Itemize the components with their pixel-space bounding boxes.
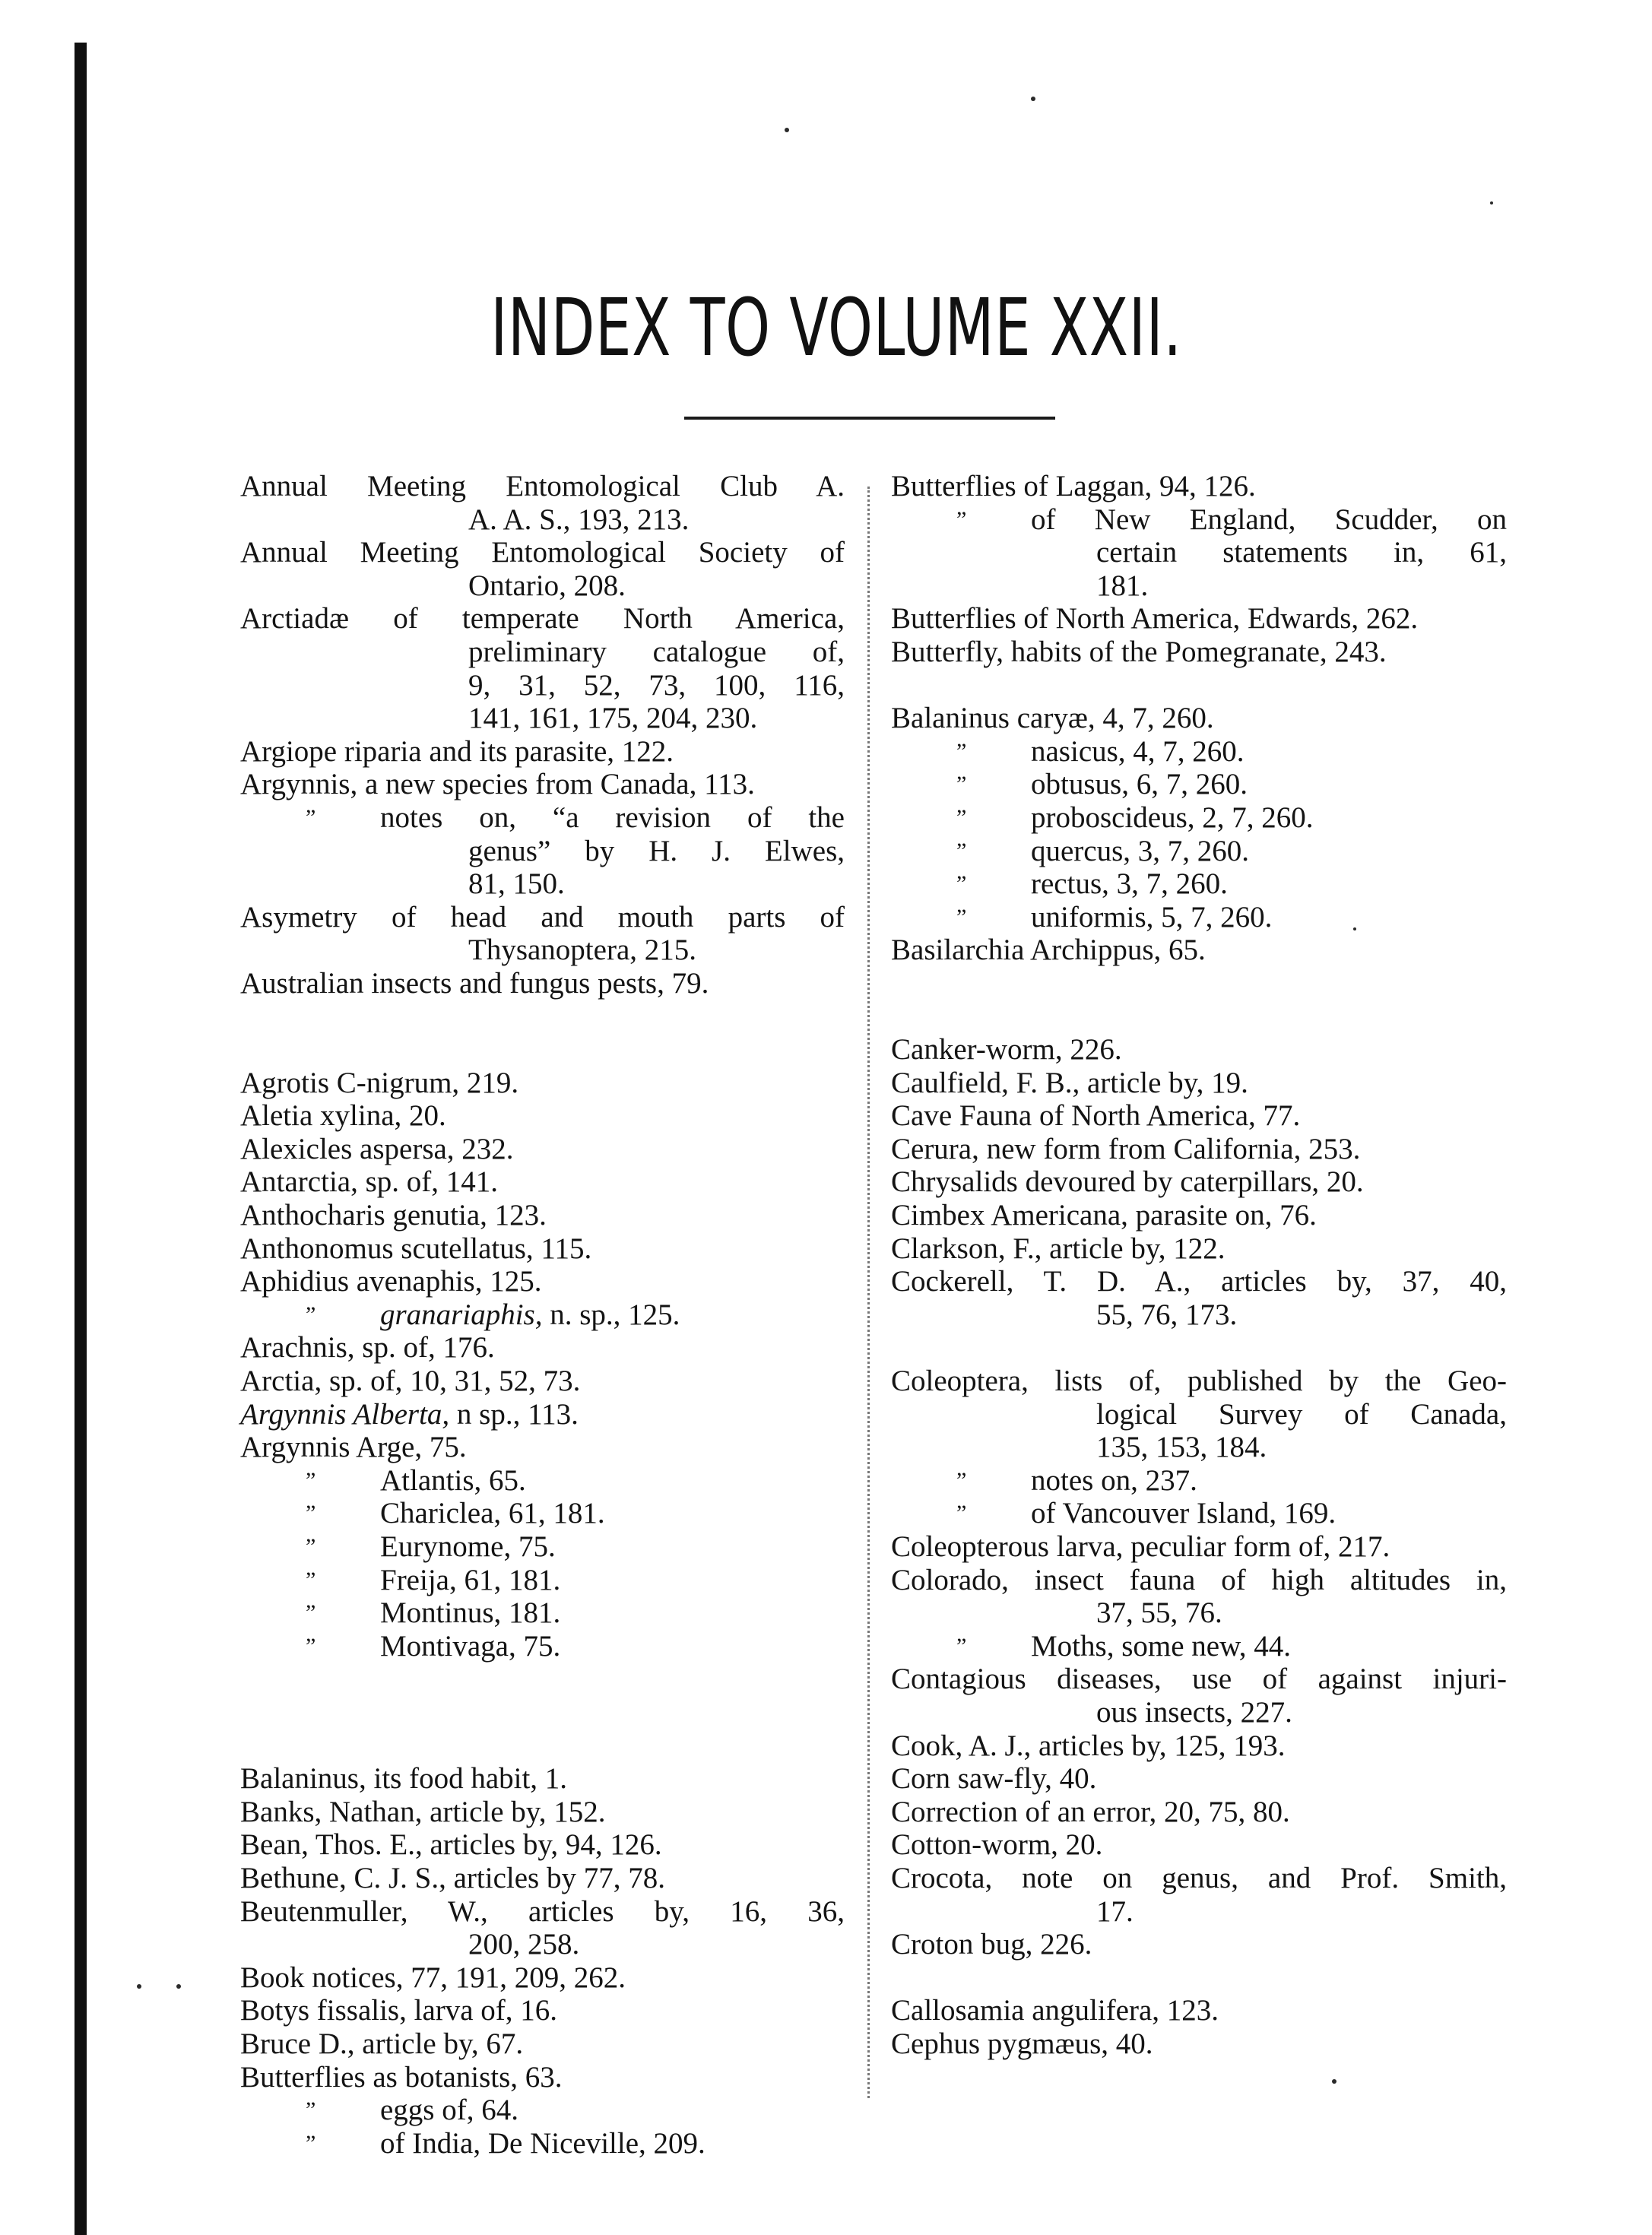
index-entry [891,901,1507,934]
index-term: Chrysalids devoured by caterpillars, 20. [891,1165,1364,1199]
index-entry [240,1265,845,1298]
index-entry [891,1067,1507,1100]
index-entry [891,2027,1507,2061]
index-term: Balaninus caryæ, 4, 7, 260. [891,702,1214,735]
index-term: Crocota, note on genus, and Prof. Smith, [891,1861,1507,1894]
index-term: Arctia, sp. of, 10, 31, 52, 73. [240,1365,581,1398]
group-spacer [891,1331,1507,1365]
index-term-rest: n. sp., 125. [542,1298,680,1331]
ditto-mark: ” [306,1567,316,1593]
index-entry [891,470,1507,503]
index-entry [891,867,1507,901]
index-term: Anthonomus scutellatus, 115. [240,1232,592,1265]
index-term: Contagious diseases, use of against injuri- [891,1663,1507,1696]
index-entry [891,1464,1507,1498]
index-entry [240,1862,845,1895]
index-term: Coleoptera, lists of, published by the Geo- [891,1365,1507,1398]
index-entry-continuation: certain statements in, 61, [1096,536,1507,569]
index-term-italic: Argynnis Alberta, [240,1397,450,1431]
index-entry [891,1365,1507,1398]
index-term: notes on, 237. [1031,1463,1197,1497]
index-entry-continuation: 141, 161, 175, 204, 230. [468,702,758,735]
index-term: Bruce D., article by, 67. [240,2027,524,2060]
index-term: Montivaga, 75. [380,1629,561,1663]
index-term: Cephus pygmæus, 40. [891,2027,1153,2060]
index-entry [891,1828,1507,1862]
index-entry-continuation: 181. [1096,569,1149,602]
index-entry [240,602,845,636]
index-entry [240,768,845,801]
ditto-mark: ” [956,1633,967,1659]
ditto-mark: ” [956,838,967,864]
index-entry [891,1232,1507,1266]
index-entry [240,1398,845,1431]
index-term: Cave Fauna of North America, 77. [891,1099,1301,1133]
index-entry-continuation: logical Survey of Canada, [1096,1397,1507,1431]
index-entry [891,1199,1507,1232]
ditto-mark: ” [306,1633,316,1659]
index-term: Annual Meeting Entomological Club A. [240,470,845,502]
index-entry [240,735,845,769]
ditto-mark: ” [956,738,967,764]
column-divider [867,487,870,2098]
index-term: Beutenmuller, W., articles by, 16, 36, [240,1894,845,1928]
index-entry-continuation: 17. [1096,1894,1134,1928]
index-term: Croton bug, 226. [891,1928,1092,1961]
index-entry [891,1630,1507,1663]
ditto-mark: ” [306,1467,316,1493]
index-term: Eurynome, 75. [380,1530,556,1563]
index-term: Arctiadæ of temperate North America, [240,602,845,636]
index-entry-continuation: ous insects, 227. [1096,1695,1292,1729]
index-entry [240,1099,845,1133]
index-entry [891,1497,1507,1530]
title-rule [684,417,1055,420]
index-entry [891,1099,1507,1133]
index-entry-continuation: 135, 153, 184. [1096,1431,1267,1464]
index-term: Atlantis, 65. [380,1463,526,1497]
index-term: Moths, some new, 44. [1031,1629,1291,1663]
index-entry [240,1067,845,1100]
index-entry [240,1331,845,1365]
index-entry [891,735,1507,769]
index-term: notes on, “a revision of the [380,800,845,834]
index-term: Bean, Thos. E., articles by, 94, 126. [240,1828,662,1862]
index-entry [240,470,845,503]
index-entry [240,1530,845,1564]
index-term: Cook, A. J., articles by, 125, 193. [891,1729,1286,1762]
index-entry [891,835,1507,868]
index-entry [891,1862,1507,1895]
index-term: Caulfield, F. B., article by, 19. [891,1066,1248,1099]
index-entry [891,602,1507,636]
index-entry [240,1994,845,2027]
index-entry [240,1497,845,1530]
index-entry-continuation: 55, 76, 173. [1096,1298,1238,1331]
index-term: uniformis, 5, 7, 260. [1031,900,1273,934]
group-spacer [240,1663,845,1762]
index-entry [891,1530,1507,1564]
ditto-mark: ” [956,871,967,897]
index-entry [891,801,1507,835]
index-entry [240,1431,845,1464]
ditto-mark: ” [956,904,967,930]
index-term: Book notices, 77, 191, 209, 262. [240,1961,626,1994]
index-entry-continuation: genus” by H. J. Elwes, [468,834,845,867]
index-entry-continuation: preliminary catalogue of, [468,635,845,668]
index-term: Chariclea, 61, 181. [380,1497,605,1530]
index-entry [891,1729,1507,1763]
index-term: Botys fissalis, larva of, 16. [240,1994,558,2027]
index-entry-continuation: Ontario, 208. [468,569,626,602]
index-entry [891,1033,1507,1067]
index-column-left [240,470,845,2160]
index-entry [240,1961,845,1995]
index-term: of India, De Niceville, 209. [380,2126,706,2160]
ditto-mark: ” [956,804,967,830]
index-entry [891,1564,1507,1597]
index-term: Montinus, 181. [380,1596,561,1630]
ditto-mark: ” [306,2097,316,2123]
ditto-mark: ” [306,1600,316,1626]
ditto-mark: ” [306,1301,316,1327]
index-entry-continuation: A. A. S., 193, 213. [468,502,690,536]
index-term: Anthocharis genutia, 123. [240,1199,547,1232]
index-entry [891,1265,1507,1298]
index-entry [240,1796,845,1829]
index-entry [240,1596,845,1630]
index-term: Argynnis, a new species from Canada, 113. [240,768,755,801]
group-spacer [891,1961,1507,1995]
index-entry [240,1232,845,1266]
index-term: Aletia xylina, 20. [240,1099,446,1133]
group-spacer [891,967,1507,1033]
index-term-rest: n sp., 113. [449,1397,579,1431]
index-term: Callosamia angulifera, 123. [891,1994,1219,2027]
index-term: Balaninus, its food habit, 1. [240,1762,568,1796]
index-entry [240,1133,845,1166]
index-entry [891,1994,1507,2027]
ditto-mark: ” [956,1467,967,1493]
index-term-italic: granariaphis, [380,1298,543,1331]
index-term: Cotton-worm, 20. [891,1828,1103,1862]
index-entry [891,1762,1507,1796]
index-term: of Vancouver Island, 169. [1031,1497,1337,1530]
ditto-mark: ” [306,1534,316,1559]
index-entry [240,2027,845,2061]
index-term: Argynnis Arge, 75. [240,1431,467,1464]
index-term: Alexicles aspersa, 232. [240,1132,514,1165]
index-entry [240,2094,845,2127]
index-term: Arachnis, sp. of, 176. [240,1331,495,1365]
index-term: Clarkson, F., article by, 122. [891,1232,1226,1265]
index-entry-continuation: Thysanoptera, 215. [468,934,697,967]
index-term: Agrotis C-nigrum, 219. [240,1066,519,1099]
index-term: Freija, 61, 181. [380,1563,561,1596]
index-entry [240,967,845,1000]
index-term: Colorado, insect fauna of high altitudes in, [891,1563,1507,1596]
group-spacer [240,1000,845,1067]
index-entry [891,1663,1507,1696]
index-entry [240,2061,845,2094]
page-title: INDEX TO VOLUME XXII. [490,281,1182,374]
index-entry [240,1828,845,1862]
index-entry [240,1762,845,1796]
index-term: Cimbex Americana, parasite on, 76. [891,1199,1317,1232]
index-term: Corn saw-fly, 40. [891,1762,1097,1796]
index-entry [240,1630,845,1663]
index-term: Cockerell, T. D. A., articles by, 37, 40, [891,1265,1507,1298]
index-term: rectus, 3, 7, 260. [1031,867,1228,901]
index-term: eggs of, 64. [380,2094,518,2127]
ditto-mark: ” [956,1501,967,1526]
index-term: Asymetry of head and mouth parts of [240,900,845,934]
page-binding-edge [75,43,87,2235]
ditto-mark: ” [306,804,316,830]
index-entry-continuation: 200, 258. [468,1928,580,1961]
index-entry [240,1365,845,1398]
index-term: Butterflies as botanists, 63. [240,2060,563,2094]
index-entry-continuation: 37, 55, 76. [1096,1596,1222,1630]
index-term: Butterfly, habits of the Pomegranate, 243. [891,635,1387,668]
index-entry [891,768,1507,801]
index-entry [240,1199,845,1232]
index-column-right [891,470,1507,2061]
index-term: Antarctia, sp. of, 141. [240,1165,499,1199]
ditto-mark: ” [306,1501,316,1526]
index-term: Cerura, new form from California, 253. [891,1132,1361,1165]
index-term: Canker-worm, 226. [891,1033,1122,1067]
index-term: Butterflies of Laggan, 94, 126. [891,470,1256,502]
index-entry [240,1564,845,1597]
index-entry [891,1928,1507,1961]
index-entry-continuation: 9, 31, 52, 73, 100, 116, [468,668,845,702]
ditto-mark: ” [306,2130,316,2156]
index-entry-continuation: 81, 150. [468,867,565,901]
index-entry [240,801,845,835]
index-entry [240,1464,845,1498]
index-term: Annual Meeting Entomological Society of [240,536,845,569]
index-entry [891,1796,1507,1829]
index-term: proboscideus, 2, 7, 260. [1031,800,1314,834]
ditto-mark: ” [956,772,967,797]
index-entry [240,536,845,569]
index-entry [240,2127,845,2160]
index-entry [891,503,1507,537]
index-entry [891,1165,1507,1199]
index-term: Basilarchia Archippus, 65. [891,934,1206,967]
index-term: quercus, 3, 7, 260. [1031,834,1250,867]
index-entry [891,702,1507,735]
index-term: Banks, Nathan, article by, 152. [240,1795,606,1828]
index-entry [240,901,845,934]
index-term: Australian insects and fungus pests, 79. [240,966,709,1000]
index-entry [240,1165,845,1199]
index-entry [240,1895,845,1929]
index-term: Coleopterous larva, peculiar form of, 217. [891,1530,1390,1563]
index-term: Bethune, C. J. S., articles by 77, 78. [240,1861,665,1894]
index-term: nasicus, 4, 7, 260. [1031,734,1245,768]
index-term: obtusus, 6, 7, 260. [1031,768,1248,801]
group-spacer [891,669,1507,702]
index-term: Argiope riparia and its parasite, 122. [240,734,674,768]
index-term: Aphidius avenaphis, 125. [240,1265,542,1298]
index-entry [891,934,1507,967]
index-entry [891,1133,1507,1166]
ditto-mark: ” [956,506,967,532]
index-term: Butterflies of North America, Edwards, 262. [891,602,1419,636]
index-term: of New England, Scudder, on [1031,502,1507,536]
index-entry [240,1298,845,1332]
index-term: Correction of an error, 20, 75, 80. [891,1795,1290,1828]
index-entry [891,636,1507,669]
